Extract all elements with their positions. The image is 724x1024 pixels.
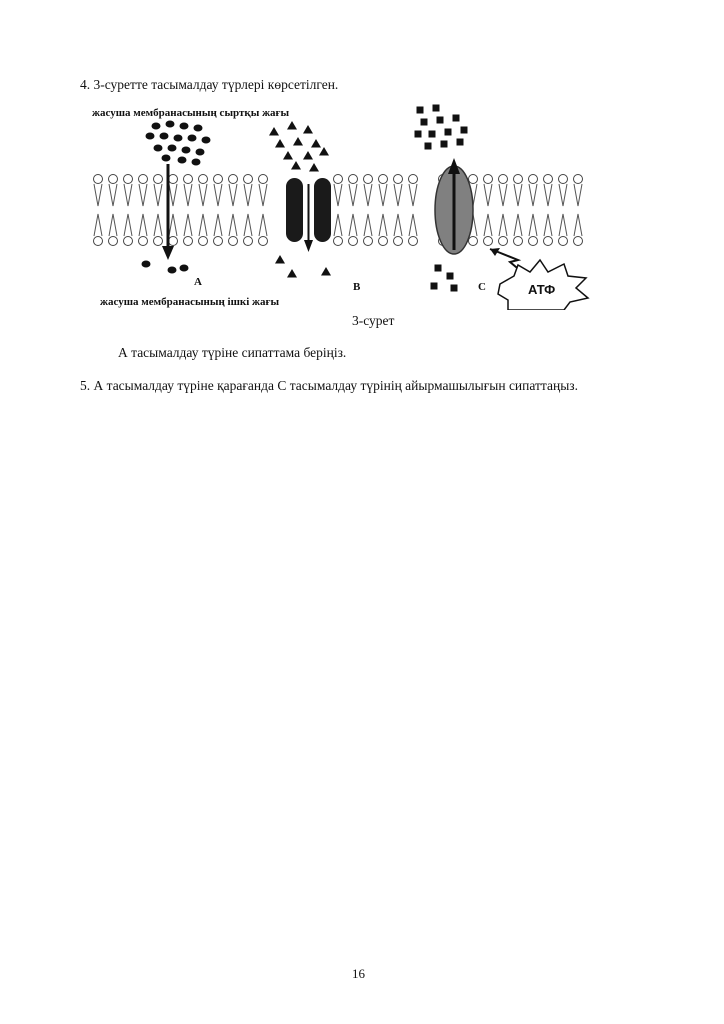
particle-square — [441, 141, 448, 148]
particle-square — [457, 139, 464, 146]
particle-circle — [196, 149, 205, 156]
particle-square — [431, 283, 438, 290]
particle-square — [425, 143, 432, 150]
lipid-head — [139, 175, 148, 184]
outer-side-label: жасуша мембранасының сыртқы жағы — [92, 107, 290, 119]
atp-label: АТФ — [528, 282, 556, 297]
lipid-head — [94, 237, 103, 246]
lipid-head — [529, 175, 538, 184]
particle-square — [461, 127, 468, 134]
particle-square — [429, 131, 436, 138]
lipid-head — [349, 175, 358, 184]
lipid-head — [244, 237, 253, 246]
particle-square — [435, 265, 442, 272]
particle-circle — [182, 147, 191, 154]
lipid-head — [169, 175, 178, 184]
lipid-head — [259, 175, 268, 184]
particle-square — [437, 117, 444, 124]
particle-circle — [168, 267, 177, 274]
lipid-head — [124, 175, 133, 184]
particle-square — [451, 285, 458, 292]
lipid-head — [559, 237, 568, 246]
particle-square — [447, 273, 454, 280]
lipid-head — [199, 237, 208, 246]
lipid-head — [214, 237, 223, 246]
particle-square — [453, 115, 460, 122]
lipid-head — [154, 175, 163, 184]
lipid-head — [499, 175, 508, 184]
lipid-head — [184, 175, 193, 184]
channel-protein-b — [286, 178, 331, 252]
particle-circle — [166, 121, 175, 128]
label-a: A — [194, 276, 202, 288]
particle-circle — [192, 159, 201, 166]
particle-circle — [162, 155, 171, 162]
lipid-head — [334, 175, 343, 184]
lipid-head — [379, 175, 388, 184]
particle-circle — [160, 133, 169, 140]
lipid-head — [514, 237, 523, 246]
page-number: 16 — [352, 966, 365, 981]
lipid-head — [469, 237, 478, 246]
lipid-head — [574, 175, 583, 184]
particle-circle — [194, 125, 203, 132]
particle-square — [415, 131, 422, 138]
lipid-head — [364, 175, 373, 184]
lipid-head — [364, 237, 373, 246]
label-b: B — [353, 281, 361, 293]
particle-circle — [168, 145, 177, 152]
lipid-head — [259, 237, 268, 246]
lipid-head — [394, 237, 403, 246]
particle-circle — [202, 137, 211, 144]
particle-circle — [142, 261, 151, 268]
lipid-head — [184, 237, 193, 246]
lipid-head — [169, 237, 178, 246]
lipid-head — [409, 175, 418, 184]
figure-caption: 3-сурет — [352, 313, 395, 328]
lipid-head — [334, 237, 343, 246]
lipid-head — [229, 175, 238, 184]
particle-square — [445, 129, 452, 136]
membrane-transport-figure — [88, 100, 618, 310]
lipid-head — [514, 175, 523, 184]
lipid-head — [229, 237, 238, 246]
lipid-head — [379, 237, 388, 246]
lipid-head — [214, 175, 223, 184]
lipid-head — [394, 175, 403, 184]
lipid-head — [409, 237, 418, 246]
lipid-head — [109, 175, 118, 184]
lipid-head — [544, 175, 553, 184]
task-a: А тасымалдау түріне сипаттама беріңіз. — [118, 345, 347, 360]
label-c: C — [478, 281, 486, 293]
question-4: 4. 3-суретте тасымалдау түрлері көрсетілген. — [80, 77, 339, 92]
particle-circle — [178, 157, 187, 164]
particle-square — [417, 107, 424, 114]
lipid-head — [124, 237, 133, 246]
inner-side-label: жасуша мембранасының ішкі жағы — [100, 296, 280, 308]
lipid-head — [529, 237, 538, 246]
particle-circle — [180, 123, 189, 130]
lipid-head — [559, 175, 568, 184]
lipid-head — [469, 175, 478, 184]
lipid-head — [499, 237, 508, 246]
lipid-head — [199, 175, 208, 184]
lipid-head — [109, 237, 118, 246]
lipid-head — [544, 237, 553, 246]
particle-square — [421, 119, 428, 126]
lipid-head — [484, 237, 493, 246]
lipid-head — [349, 237, 358, 246]
question-5: 5. А тасымалдау түріне қарағанда С тасымалдау түрінің айырмашылығын сипаттаңыз. — [80, 378, 578, 393]
lipid-head — [139, 237, 148, 246]
particle-circle — [174, 135, 183, 142]
particle-circle — [180, 265, 189, 272]
particle-circle — [154, 145, 163, 152]
lipid-head — [94, 175, 103, 184]
lipid-head — [484, 175, 493, 184]
particle-circle — [152, 123, 161, 130]
lipid-head — [244, 175, 253, 184]
lipid-head — [574, 237, 583, 246]
particle-circle — [146, 133, 155, 140]
particle-square — [433, 105, 440, 112]
lipid-head — [154, 237, 163, 246]
particle-circle — [188, 135, 197, 142]
